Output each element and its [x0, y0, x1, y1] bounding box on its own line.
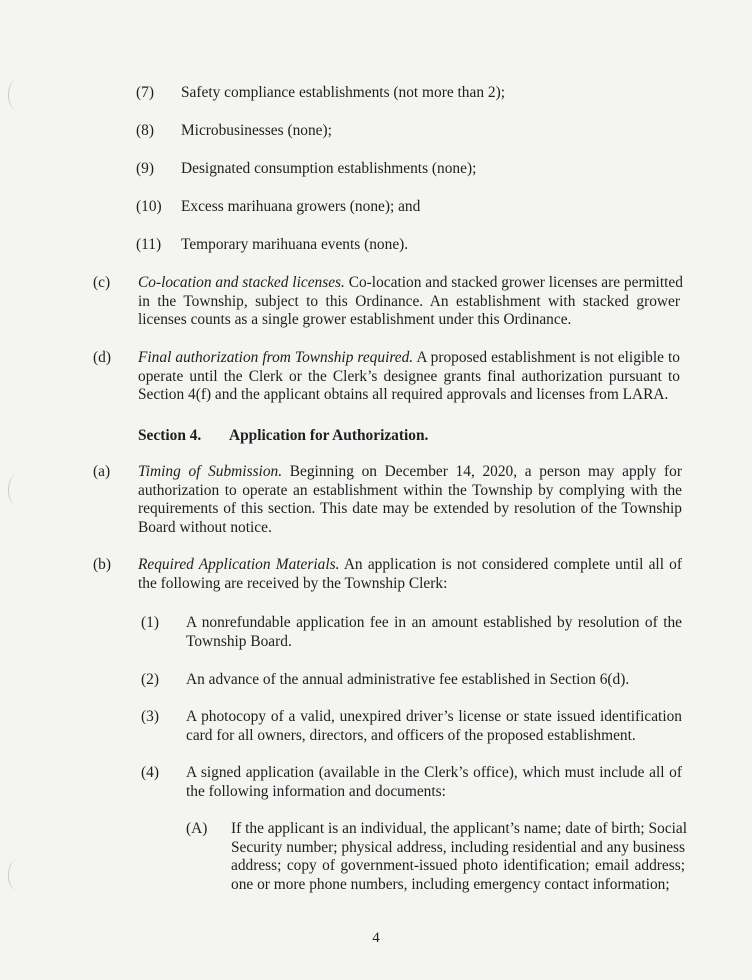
section-title: Application for Authorization. — [229, 427, 429, 444]
item-number: (7) — [136, 84, 154, 101]
paragraph-line: operate until the Clerk or the Clerk’s designee grants final authorization pursuant to — [138, 367, 680, 385]
paragraph-line: Beginning on December 14, 2020, a person may apply for — [282, 463, 683, 480]
item-line: A photocopy of a valid, unexpired driver’s license or state issued identification — [186, 708, 682, 725]
paragraph-line: Co-location and stacked grower licenses are permitted — [344, 274, 683, 291]
paragraph-title: Final authorization from Township required. — [138, 349, 414, 366]
paragraph-line: authorization to operate an establishment within the Township by complying with the — [138, 481, 682, 499]
scan-edge-mark — [8, 475, 25, 505]
paragraph-label: (b) — [93, 556, 111, 573]
item-number: (11) — [136, 236, 162, 253]
paragraph-title: Required Application Materials. — [138, 556, 340, 573]
paragraph-title: Timing of Submission. — [138, 463, 283, 480]
item-text: Temporary marihuana events (none). — [181, 236, 409, 253]
item-line: the following information and documents: — [186, 782, 446, 800]
paragraph-label: (c) — [93, 274, 111, 291]
paragraph-line: in the Township, subject to this Ordinance. An establishment with stacked grower — [138, 292, 680, 310]
item-number: (4) — [141, 764, 159, 781]
sub-item-line: address; copy of government-issued photo identification; email address; — [231, 857, 685, 875]
item-number: (1) — [141, 614, 159, 631]
paragraph-title: Co-location and stacked licenses. — [138, 274, 345, 291]
scan-edge-mark — [8, 80, 25, 110]
item-line: card for all owners, directors, and officers of the proposed establishment. — [186, 726, 636, 744]
sub-item-label: (A) — [186, 820, 208, 837]
item-number: (10) — [136, 198, 162, 215]
item-number: (9) — [136, 160, 154, 177]
page-number: 4 — [372, 930, 380, 946]
paragraph-line: A proposed establishment is not eligible to — [413, 349, 681, 366]
item-text: Excess marihuana growers (none); and — [181, 198, 421, 215]
item-text: Designated consumption establishments (none); — [181, 160, 477, 177]
item-number: (3) — [141, 708, 159, 725]
item-line: Township Board. — [186, 632, 292, 650]
item-number: (8) — [136, 122, 154, 139]
paragraph-line: An application is not considered complete until all of — [339, 556, 682, 573]
section-number: Section 4. — [138, 427, 202, 444]
sub-item-line: Security number; physical address, including residential and any business — [231, 838, 685, 856]
paragraph-line: requirements of this section. This date may be extended by resolution of the Township — [138, 500, 682, 518]
paragraph-line: Section 4(f) and the applicant obtains all required approvals and licenses from LARA. — [138, 386, 669, 404]
sub-item-line: one or more phone numbers, including emergency contact information; — [231, 875, 670, 893]
item-number: (2) — [141, 671, 159, 688]
paragraph-line: licenses counts as a single grower establishment under this Ordinance. — [138, 311, 572, 329]
item-line: An advance of the annual administrative fee established in Section 6(d). — [186, 671, 630, 688]
item-line: A signed application (available in the Clerk’s office), which must include all of — [186, 764, 682, 781]
paragraph-line: the following are received by the Township Clerk: — [138, 574, 448, 592]
item-line: A nonrefundable application fee in an amount established by resolution of the — [186, 614, 682, 631]
item-text: Safety compliance establishments (not more than 2); — [181, 84, 505, 101]
scan-edge-mark — [8, 860, 25, 890]
paragraph-label: (d) — [93, 349, 111, 366]
paragraph-line: Board without notice. — [138, 518, 272, 536]
item-text: Microbusinesses (none); — [181, 122, 332, 139]
sub-item-line: If the applicant is an individual, the applicant’s name; date of birth; Social — [231, 820, 688, 837]
paragraph-label: (a) — [93, 463, 111, 480]
